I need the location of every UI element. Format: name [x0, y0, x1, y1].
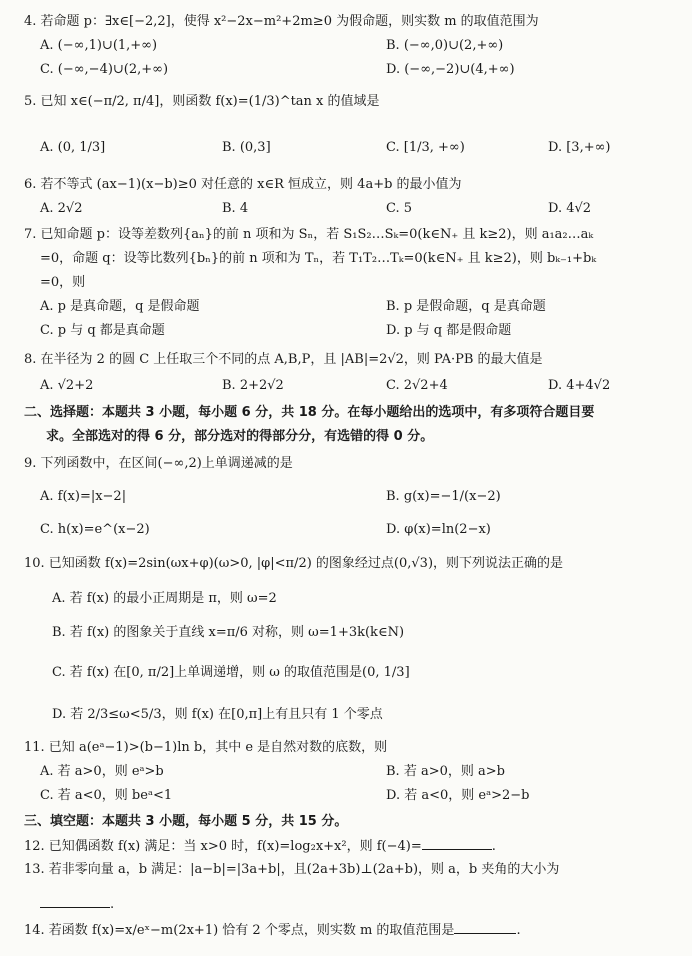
q11-option-b: B. 若 a>0，则 a>b: [386, 764, 505, 779]
q6-option-c: C. 5: [386, 201, 413, 216]
section-3-header: 三、填空题：本题共 3 小题，每小题 5 分，共 15 分。: [24, 814, 348, 829]
q7-stem-line2: =0，命题 q：设等比数列{bₙ}的前 n 项和为 Tₙ，若 T₁T₂…Tₖ=0(k∈N₊ 且 k≥2)，则 bₖ₋₁+bₖ: [40, 251, 597, 266]
q13-answer-line: [40, 895, 114, 914]
q5-option-d: D. [3,+∞): [548, 140, 611, 155]
q12-stem: [24, 837, 496, 856]
q5-option-b: B. (0,3]: [222, 140, 271, 155]
q4-stem: 4. 若命题 p：∃x∈[−2,2]，使得 x²−2x−m²+2m≥0 为假命题，则实数 m 的取值范围为: [24, 14, 539, 29]
q6-option-b: B. 4: [222, 201, 249, 216]
section-2-header-line2: 求。全部选对的得 6 分，部分选对的得部分分，有选错的得 0 分。: [46, 429, 434, 444]
q13-stem: 13. 若非零向量 a，b 满足：|a−b|=|3a+b|，且(2a+3b)⊥(2a+b)，则 a，b 夹角的大小为: [24, 862, 560, 877]
q8-option-a: A. √2+2: [40, 378, 94, 393]
q5-option-c: C. [1/3, +∞): [386, 140, 465, 155]
q7-option-c: C. p 与 q 都是真命题: [40, 323, 165, 338]
q4-option-a: A. (−∞,1)∪(1,+∞): [40, 38, 158, 53]
q5-option-a: A. (0, 1/3]: [40, 140, 106, 155]
q11-option-c: C. 若 a<0，则 beᵃ<1: [40, 788, 173, 803]
q12-period: .: [491, 839, 496, 854]
q14-period: .: [516, 923, 521, 938]
q8-stem: 8. 在半径为 2 的圆 C 上任取三个不同的点 A,B,P，且 |AB|=2√2，则 PA·PB 的最大值是: [24, 352, 543, 367]
q8-option-d: D. 4+4√2: [548, 378, 611, 393]
q9-option-a: A. f(x)=|x−2|: [40, 489, 127, 504]
q4-option-d: D. (−∞,−2)∪(4,+∞): [386, 62, 515, 77]
q10-option-c: C. 若 f(x) 在[0, π/2]上单调递增，则 ω 的取值范围是(0, 1/3]: [52, 665, 410, 680]
q14-answer-blank[interactable]: [454, 921, 516, 934]
q9-option-c: C. h(x)=e^(x−2): [40, 522, 150, 537]
q6-stem: 6. 若不等式 (ax−1)(x−b)≥0 对任意的 x∈R 恒成立，则 4a+b 的最小值为: [24, 177, 462, 192]
q9-option-d: D. φ(x)=ln(2−x): [386, 522, 491, 537]
q14-stem: [24, 921, 521, 940]
q7-stem-line3: =0，则: [40, 275, 86, 290]
q7-option-a: A. p 是真命题，q 是假命题: [40, 299, 200, 314]
q7-stem: 7. 已知命题 p：设等差数列{aₙ}的前 n 项和为 Sₙ，若 S₁S₂…Sₖ=0(k∈N₊ 且 k≥2)，则 a₁a₂…aₖ: [24, 227, 594, 242]
q7-option-b: B. p 是假命题，q 是真命题: [386, 299, 546, 314]
q11-option-d: D. 若 a<0，则 eᵃ>2−b: [386, 788, 530, 803]
q14-text: 14. 若函数 f(x)=x/eˣ−m(2x+1) 恰有 2 个零点，则实数 m 的取值范围是: [24, 923, 455, 938]
q9-option-b: B. g(x)=−1/(x−2): [386, 489, 501, 504]
q10-option-b: B. 若 f(x) 的图象关于直线 x=π/6 对称，则 ω=1+3k(k∈N): [52, 625, 405, 640]
q10-stem: 10. 已知函数 f(x)=2sin(ωx+φ)(ω>0, |φ|<π/2) 的图象经过点(0,√3)，则下列说法正确的是: [24, 556, 564, 571]
q7-option-d: D. p 与 q 都是假命题: [386, 323, 512, 338]
q10-option-a: A. 若 f(x) 的最小正周期是 π，则 ω=2: [52, 591, 277, 606]
q5-stem: 5. 已知 x∈(−π/2, π/4]，则函数 f(x)=(1/3)^tan x 的值域是: [24, 94, 380, 109]
q11-stem: 11. 已知 a(eᵃ−1)>(b−1)ln b，其中 e 是自然对数的底数，则: [24, 740, 388, 755]
q4-option-c: C. (−∞,−4)∪(2,+∞): [40, 62, 169, 77]
q12-answer-blank[interactable]: [422, 837, 492, 850]
q8-option-c: C. 2√2+4: [386, 378, 448, 393]
section-2-header: 二、选择题：本题共 3 小题，每小题 6 分，共 18 分。在每小题给出的选项中，有多项符合题目要: [24, 405, 595, 420]
q6-option-d: D. 4√2: [548, 201, 592, 216]
q4-option-b: B. (−∞,0)∪(2,+∞): [386, 38, 504, 53]
q13-answer-blank[interactable]: [40, 895, 110, 908]
q10-option-d: D. 若 2/3≤ω<5/3，则 f(x) 在[0,π]上有且只有 1 个零点: [52, 707, 383, 722]
q8-option-b: B. 2+2√2: [222, 378, 284, 393]
q12-text: 12. 已知偶函数 f(x) 满足：当 x>0 时，f(x)=log₂x+x²，则 f(−4)=: [24, 839, 422, 854]
q11-option-a: A. 若 a>0，则 eᵃ>b: [40, 764, 164, 779]
q6-option-a: A. 2√2: [40, 201, 83, 216]
q13-period: .: [110, 897, 115, 912]
q9-stem: 9. 下列函数中，在区间(−∞,2)上单调递减的是: [24, 456, 293, 471]
